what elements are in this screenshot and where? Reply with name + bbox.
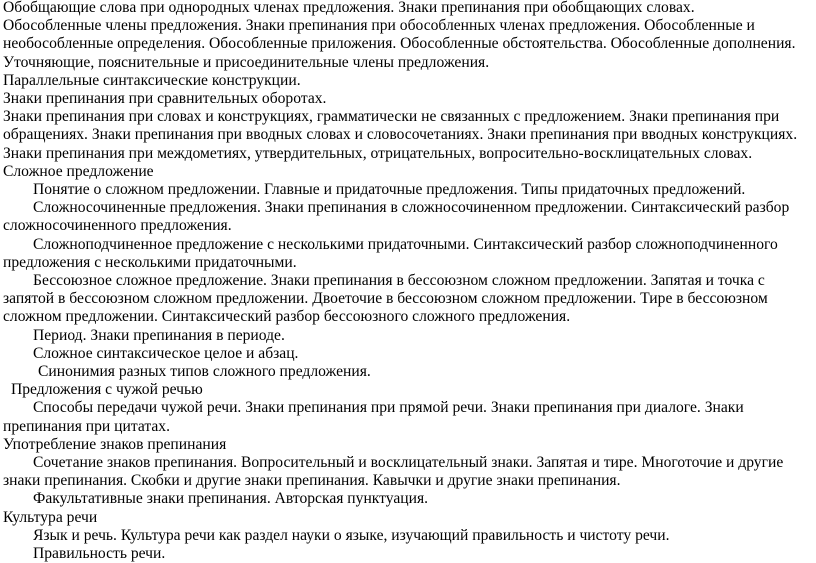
paragraph: Знаки препинания при междометиях, утвердительных, отрицательных, вопросительно-восклицательных словах. xyxy=(3,144,753,162)
paragraph: Факультативные знаки препинания. Авторская пунктуация. xyxy=(33,490,429,508)
paragraph: Знаки препинания при словах и конструкциях, грамматически не связанных с предложением. Знаки препинания при обращениях. Знаки препинания при вводных словах и словосочетаниях. Знаки препинания при вводных конструкциях. xyxy=(3,108,798,144)
paragraph: Способы передачи чужой речи. Знаки препинания при прямой речи. Знаки препинания при диалоге. Знаки препинания при цитатах. xyxy=(3,399,744,435)
section-heading: Сложное предложение xyxy=(3,162,154,180)
paragraph: Сложносочиненные предложения. Знаки препинания в сложносочиненном предложении. Синтаксический разбор сложносочиненного предложения. xyxy=(3,199,790,235)
section-heading: Употребление знаков препинания xyxy=(3,435,227,453)
paragraph: Синонимия разных типов сложного предложения. xyxy=(38,363,371,381)
paragraph: Бессоюзное сложное предложение. Знаки препинания в бессоюзном сложном предложении. Запятая и точка с запятой в бессоюзном сложном предложении. Двоеточие в бессоюзном сложном предложении. Тире в бессоюзном сложном предложении. Синтаксический разбор бессоюзного сложного предложения. xyxy=(3,272,768,326)
paragraph: Обобщающие слова при однородных членах предложения. Знаки препинания при обобщающих словах. xyxy=(3,0,695,16)
section-heading: Предложения с чужой речью xyxy=(11,381,203,399)
paragraph: Сочетание знаков препинания. Вопросительный и восклицательный знаки. Запятая и тире. Многоточие и другие знаки препинания. Скобки и другие знаки препинания. Кавычки и другие знаки препинания. xyxy=(3,454,784,490)
paragraph: Язык и речь. Культура речи как раздел науки о языке, изучающий правильность и чистоту речи. xyxy=(33,526,670,544)
paragraph: Уточняющие, пояснительные и присоединительные члены предложения. xyxy=(3,53,490,71)
paragraph: Обособленные члены предложения. Знаки препинания при обособленных членах предложения. Обособленные и необособленные определения. Обособленные приложения. Обособленные обстоятельства. Обособленные дополнения. xyxy=(3,17,796,53)
paragraph: Период. Знаки препинания в периоде. xyxy=(33,326,285,344)
paragraph: Знаки препинания при сравнительных оборотах. xyxy=(3,90,327,108)
document-body xyxy=(3,0,809,563)
paragraph: Сложное синтаксическое целое и абзац. xyxy=(33,344,299,362)
paragraph: Понятие о сложном предложении. Главные и придаточные предложения. Типы придаточных предложений. xyxy=(33,181,746,199)
section-heading: Культура речи xyxy=(3,508,98,526)
paragraph: Правильность речи. xyxy=(33,545,166,563)
paragraph: Параллельные синтаксические конструкции. xyxy=(3,71,301,89)
paragraph: Сложноподчиненное предложение с несколькими придаточными. Синтаксический разбор сложноподчиненного предложения с несколькими придаточными. xyxy=(3,235,778,271)
